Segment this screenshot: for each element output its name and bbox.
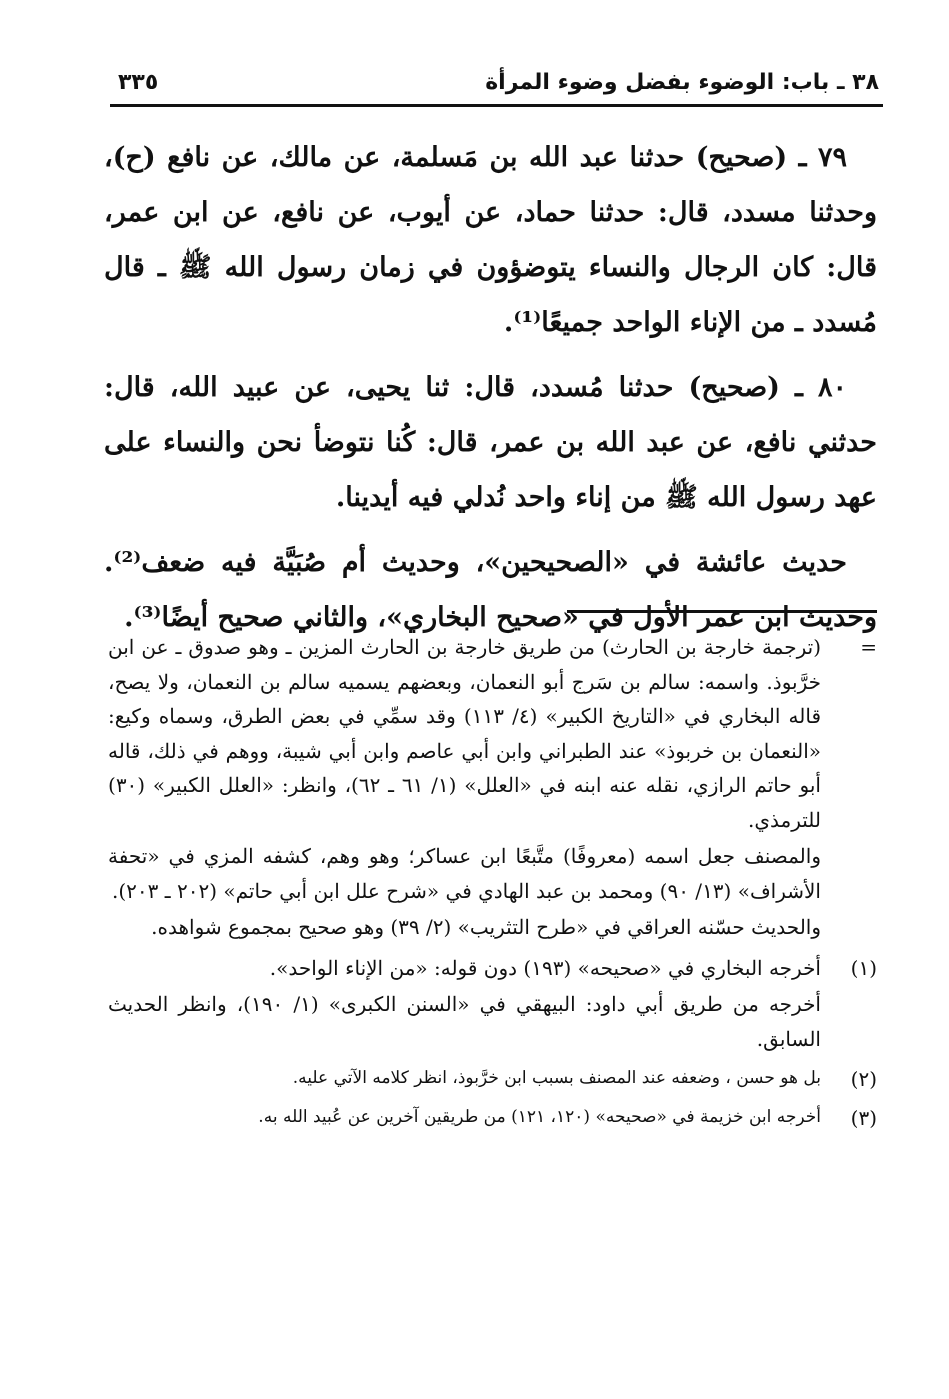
footnote-1 (108, 951, 877, 1059)
continued-footnote (108, 630, 877, 947)
footnote-paragraph: أخرجه من طريق أبي داود: البيهقي في «السنن الكبرى» (١/ ١٩٠)، وانظر الحديث السابق. (108, 992, 821, 1051)
footnote-paragraph: والمصنف جعل اسمه (معروفًا) متَّبعًا ابن عساكر؛ وهو وهم، كشفه المزي في «تحفة الأشراف» (١٣/ ٩٠) ومحمد بن عبد الهادي في «شرح علل ابن أبي حاتم» (٢٠٢ ـ ٢٠٣). (108, 844, 821, 903)
hadith-grade: (صحيح) (695, 142, 788, 173)
footnote-paragraph: أخرجه ابن خزيمة في «صحيحه» (١٢٠، ١٢١) من طريقين آخرين عن عُبيد الله به. (258, 1106, 821, 1127)
footnote-marker: (٣) (850, 1105, 877, 1130)
footnote-rule (567, 610, 877, 613)
header-rule (110, 104, 883, 107)
footnote-paragraph: أخرجه البخاري في «صحيحه» (١٩٣) دون قوله: «من الإناء الواحد». (269, 955, 821, 980)
hadith-79 (104, 130, 877, 350)
chapter-title: ٣٨ ـ باب: الوضوء بفضل وضوء المرأة (485, 69, 879, 95)
footnote-paragraph: بل هو حسن ، وضعفه عند المصنف بسبب ابن خرَّبوذ، انظر كلامه الآتي عليه. (292, 1068, 821, 1088)
hadith-number: ٨٠ ـ (795, 372, 847, 403)
footnote-paragraph: (ترجمة خارجة بن الحارث) من طريق خارجة بن الحارث المزين ـ وهو صدوق ـ عن ابن خرَّبوذ. واسمه: سالم بن سَرج أبو النعمان، وبعضهم يسميه سالم بن النعمان، ولا يصح، قاله البخاري في «التاريخ الكبير» (٤/ ١١٣) وقد سمِّي في بعض الطرق، وسماه وكيع: «النعمان بن خربوذ» عند الطبراني وابن أبي عاصم وابن أبي شيبة، ووهم في ذلك، قاله أبو حاتم الرازي، نقله عنه ابنه في «العلل» (١/ ٦١ ـ ٦٢)، وانظر: «العلل الكبير» (٣٠) للترمذي. (108, 635, 822, 832)
hadith-grade: (صحيح) (688, 372, 780, 403)
hadith-number: ٧٩ ـ (798, 142, 848, 173)
hadith-text: حدثنا مُسدد، قال: ثنا يحيى، عن عبيد الله، قال: حدثني نافع، عن عبد الله بن عمر، قال: كُنا نتوضأ نحن والنساء على عهد رسول الله ﷺ من إناء واحد نُدلي فيه أيدينا. (104, 372, 877, 513)
footnotes-section (108, 630, 877, 1139)
continuation-mark: = (860, 635, 877, 659)
grading-summary: حديث عائشة في «الصحيحين»، وحديث أم صُبَيَّة فيه ضعف⁽²⁾. وحديث ابن عمر الأول في «صحيح البخاري»، والثاني صحيح أيضًا⁽³⁾. (104, 547, 877, 633)
hadith-80 (104, 360, 877, 525)
footnote-marker: (١) (850, 955, 877, 980)
hadith-text: حدثنا عبد الله بن مَسلمة، عن مالك، عن نافع (ح)، وحدثنا مسدد، قال: حدثنا حماد، عن أيوب، عن نافع، عن ابن عمر، قال: كان الرجال والنساء يتوضؤون في زمان رسول الله ﷺ ـ قال مُسدد ـ من الإناء الواحد جميعًا⁽¹⁾. (104, 142, 877, 338)
page-header (118, 62, 879, 102)
footnote-3 (108, 1101, 877, 1136)
footnote-paragraph: والحديث حسّنه العراقي في «طرح التثريب» (٢/ ٣٩) وهو صحيح بمجموع شواهده. (151, 915, 821, 939)
main-text (104, 130, 877, 645)
footnote-marker: (٢) (850, 1067, 877, 1091)
page-number: ٣٣٥ (118, 69, 159, 95)
footnote-2 (108, 1062, 877, 1097)
